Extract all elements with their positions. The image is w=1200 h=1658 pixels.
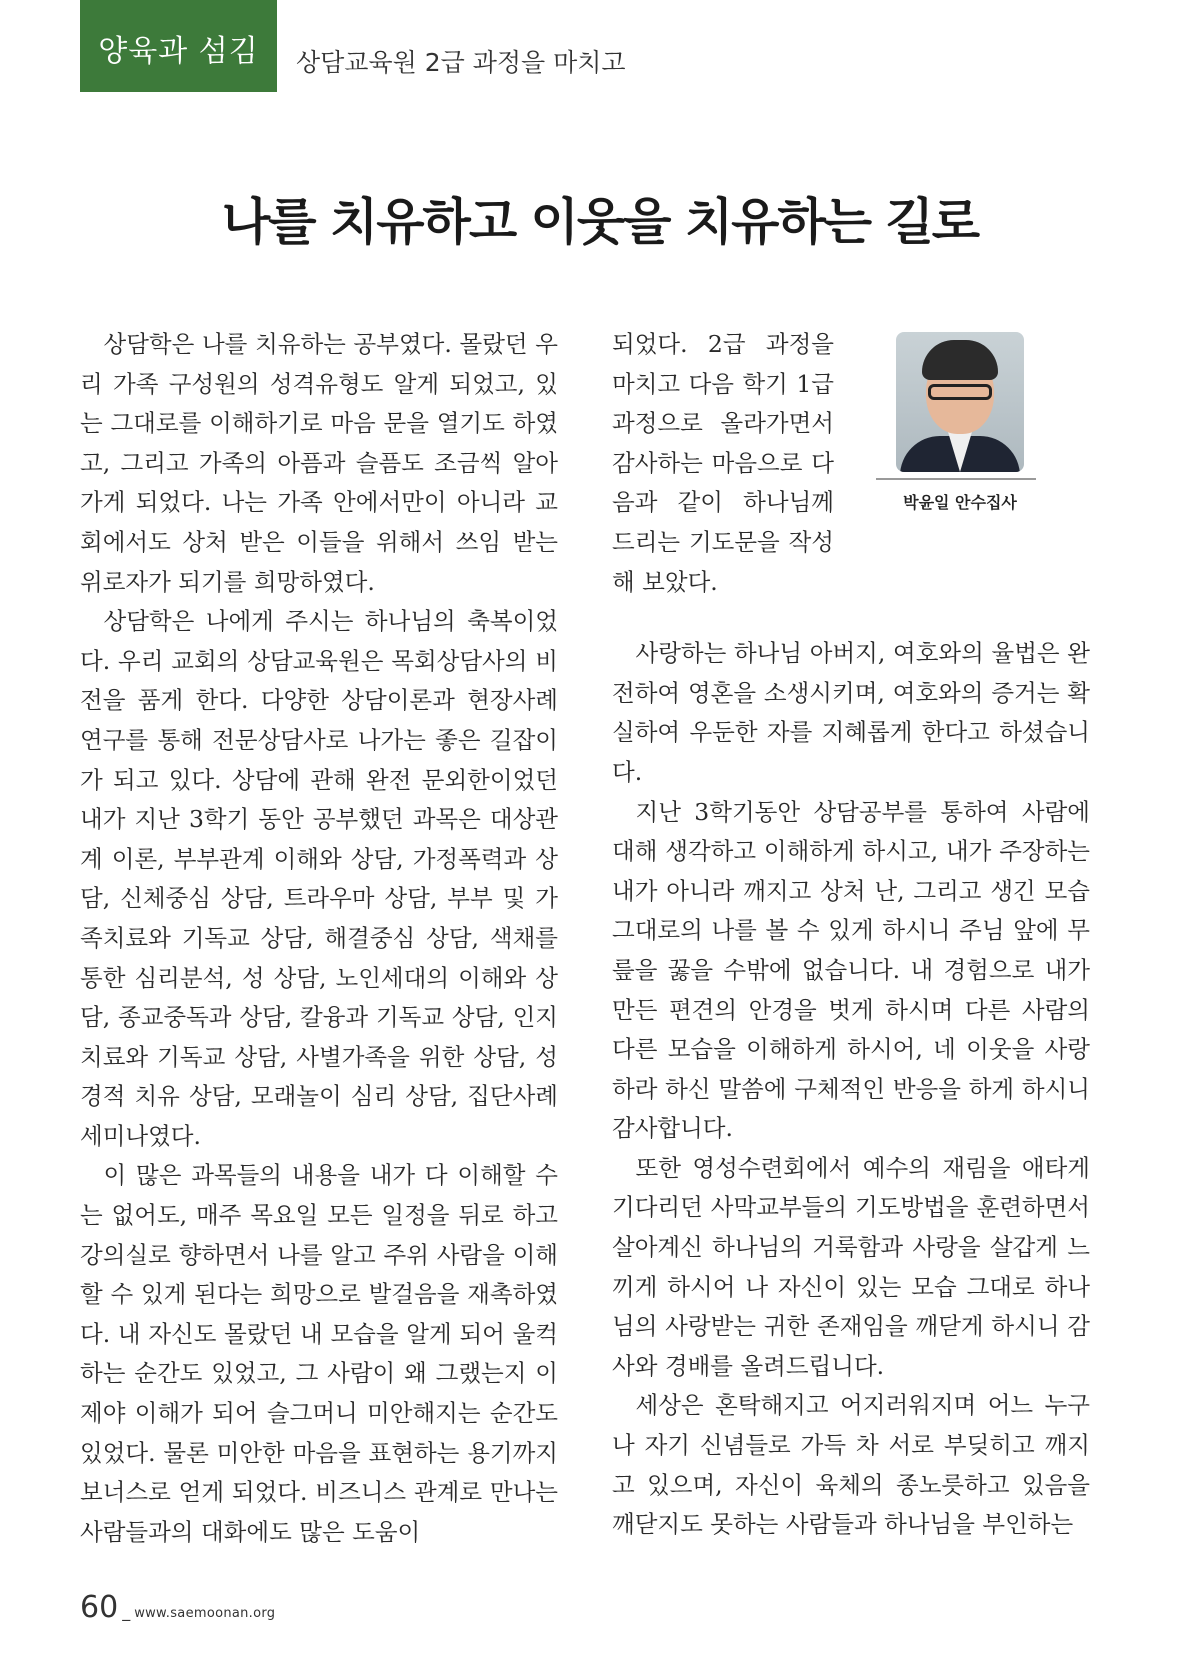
paragraph: 지난 3학기동안 상담공부를 통하여 사람에 대해 생각하고 이해하게 하시고, 내가 주장하는 내가 아니라 깨지고 상처 난, 그리고 생긴 모습 그대로의 나를 볼 수 있게 하시니 주님 앞에 무릎을 꿇을 수밖에 없습니다. 내 경험으로 내가 만든 편견의 안경을 벗게 하시며 다른 사람의 다른 모습을 이해하게 하시어, 네 이웃을 사랑하라 하신 말씀에 구체적인 반응을 하게 하시니 감사합니다. [612,797,1090,1143]
article-title: 나를 치유하고 이웃을 치유하는 길로 [221,193,979,251]
section-subtitle: 상담교육원 2급 과정을 마치고 [296,48,626,77]
footer-url: www.saemoonan.org [134,1606,276,1621]
page-footer [80,1590,275,1625]
author-caption: 박윤일 안수집사 [903,493,1017,512]
section-tag [80,0,277,92]
paragraph: 또한 영성수련회에서 예수의 재림을 애타게 기다리던 사막교부들의 기도방법을 훈련하면서 살아계신 하나님의 거룩함과 사랑을 살갑게 느끼게 하시어 나 자신이 있는 모습 그대로 하나님의 사랑받는 귀한 존재임을 깨닫게 하시니 감사와 경배를 올려드립니다. [612,1153,1090,1380]
author-photo-box [880,332,1040,513]
paragraph: 되었다. 2급 과정을 마치고 다음 학기 1급 과정으로 올라가면서 감사하는 마음으로 다음과 같이 하나님께 드리는 기도문을 작성해 보았다. [612,330,834,596]
author-photo [896,332,1024,472]
intro-text [612,325,834,602]
photo-divider [876,478,1036,480]
page-number: 60 [80,1590,119,1625]
paragraph: 사랑하는 하나님 아버지, 여호와의 율법은 완전하여 영혼을 소생시키며, 여호와의 증거는 확실하여 우둔한 자를 지혜롭게 한다고 하셨습니다. [612,639,1090,786]
paragraph: 상담학은 나를 치유하는 공부였다. 몰랐던 우리 가족 구성원의 성격유형도 알게 되었고, 있는 그대로를 이해하기로 마음 문을 열기도 하였고, 그리고 가족의 아픔과 슬픔도 조금씩 알아가게 되었다. 나는 가족 안에서만이 아니라 교회에서도 상처 받은 이들을 위해서 쓰임 받는 위로자가 되기를 희망하였다. [80,330,558,596]
paragraph: 이 많은 과목들의 내용을 내가 다 이해할 수는 없어도, 매주 목요일 모든 일정을 뒤로 하고 강의실로 향하면서 나를 알고 주위 사람을 이해할 수 있게 된다는 희망으로 발걸음을 재촉하였다. 내 자신도 몰랐던 내 모습을 알게 되어 울컥하는 순간도 있었고, 그 사람이 왜 그랬는지 이제야 이해가 되어 슬그머니 미안해지는 순간도 있었다. 물론 미안한 마음을 표현하는 용기까지 보너스로 얻게 되었다. 비즈니스 관계로 만나는 사람들과의 대화에도 많은 도움이 [80,1161,558,1546]
section-tag-label: 양육과 섬김 [98,34,259,69]
left-column [80,325,558,1552]
prayer-text [612,634,1090,1545]
footer-separator: _ [122,1602,131,1621]
paragraph: 세상은 혼탁해지고 어지러워지며 어느 누구나 자기 신념들로 가득 차 서로 부딪히고 깨지고 있으며, 자신이 육체의 종노릇하고 있음을 깨닫지도 못하는 사람들과 하나님을 부인하는 [612,1391,1090,1539]
paragraph: 상담학은 나에게 주시는 하나님의 축복이었다. 우리 교회의 상담교육원은 목회상담사의 비전을 품게 한다. 다양한 상담이론과 현장사례 연구를 통해 전문상담사로 나가는 좋은 길잡이가 되고 있다. 상담에 관해 완전 문외한이었던 내가 지난 3학기 동안 공부했던 과목은 대상관계 이론, 부부관계 이해와 상담, 가정폭력과 상담, 신체중심 상담, 트라우마 상담, 부부 및 가족치료와 기독교 상담, 해결중심 상담, 색채를 통한 심리분석, 성 상담, 노인세대의 이해와 상담, 종교중독과 상담, 칼융과 기독교 상담, 인지치료와 기독교 상담, 사별가족을 위한 상담, 성경적 치유 상담, 모래놀이 심리 상담, 집단사례 세미나였다. [80,607,558,1150]
